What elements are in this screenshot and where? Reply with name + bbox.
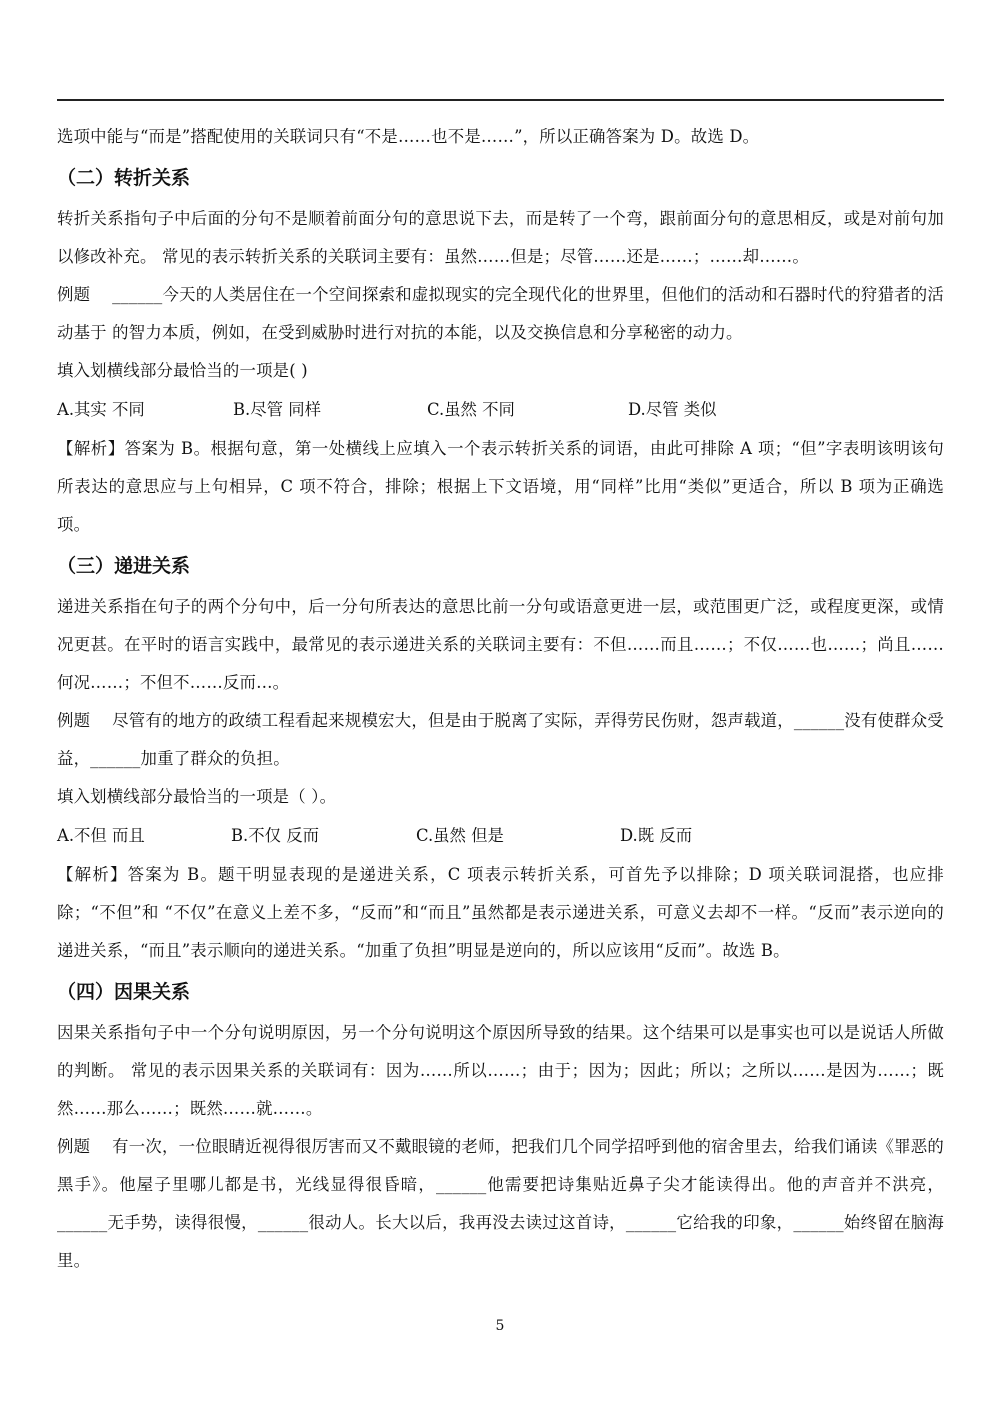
option-d: D.既 反而 [620,826,693,845]
option-d: D.尽管 类似 [628,400,717,419]
question-prompt: 填入划横线部分最恰当的一项是( ) [57,361,308,380]
section-description: 因果关系指句子中一个分句说明原因，另一个分句说明这个原因所导致的结果。这个结果可以是事实也可以是说话人所做的判断。 常见的表示因果关系的关联词有：因为……所以……；由于；因为；因此；所以；之所以……是因为……；既然……那么……；既然……就……。 [57,1023,944,1118]
example-label: 例题 [57,711,91,730]
example-paragraph [57,702,944,778]
options-row [57,390,944,430]
option-b: B.不仅 反而 [231,826,320,845]
analysis-text: 答案为 B。题干明显表现的是递进关系，C 项表示转折关系，可首先予以排除；D 项关联词混搭，也应排除；“不但”和 “不仅”在意义上差不多，“反而”和“而且”虽然都是表示递进关系，可意义去却不一样。“反而”表示逆向的递进关系，“而且”表示顺向的递进关系。“加重了负担”明显是逆向的，所以应该用“反而”。故选 B。 [57,865,944,960]
analysis-text: 答案为 B。根据句意，第一处横线上应填入一个表示转折关系的词语，由此可排除 A 项；“但”字表明该明该句所表达的意思应与上句相异，C 项不符合，排除；根据上下文语境，用“同样”比用“类似”更适合，所以 B 项为正确选项。 [57,439,944,534]
example-paragraph [57,1128,944,1280]
section-description: 转折关系指句子中后面的分句不是顺着前面分句的意思说下去，而是转了一个弯，跟前面分句的意思相反，或是对前句加以修改补充。 常见的表示转折关系的关联词主要有：虽然……但是；尽管……还是……；……却……。 [57,209,944,266]
intro-paragraph: 选项中能与“而是”搭配使用的关联词只有“不是……也不是……”，所以正确答案为 D。故选 D。 [57,127,760,146]
analysis-paragraph [57,856,944,970]
example-label: 例题 [57,1137,91,1156]
option-a: A.其实 不同 [57,400,145,419]
option-b: B.尽管 同样 [233,400,322,419]
section-description: 递进关系指在句子的两个分句中，后一分句所表达的意思比前一分句或语意更进一层，或范围更广泛，或程度更深，或情况更甚。在平时的语言实践中，最常见的表示递进关系的关联词主要有：不但……而且……；不仅……也……；尚且……何况……；不但不……反而…。 [57,597,944,692]
option-c: C.虽然 但是 [416,826,504,845]
example-text: 有一次，一位眼睛近视得很厉害而又不戴眼镜的老师，把我们几个同学招呼到他的宿舍里去，给我们诵读《罪恶的黑手》。他屋子里哪儿都是书，光线显得很昏暗，______他需要把诗集贴近鼻子尖才能读得出。他的声音并不洪亮，______无手势，读得很慢，______很动人。长大以后，我再没去读过这首诗，______它给我的印象，______始终留在脑海里。 [57,1137,945,1270]
example-label: 例题 [57,285,91,304]
option-a: A.不但 而且 [57,826,145,845]
header-rule [57,99,944,101]
analysis-paragraph [57,430,944,544]
example-text: ______今天的人类居住在一个空间探索和虚拟现实的完全现代化的世界里，但他们的活动和石器时代的狩猎者的活动基于 的智力本质，例如，在受到威胁时进行对抗的本能，以及交换信息和分享秘密的动力。 [57,285,944,342]
page-number: 5 [495,1318,505,1334]
analysis-label: 【解析】 [57,439,125,458]
page-content [57,118,944,1280]
example-paragraph [57,276,944,352]
question-prompt: 填入划横线部分最恰当的一项是（ ）。 [57,787,337,806]
section-heading-progression: （三）递进关系 [57,555,191,577]
section-heading-transition: （二）转折关系 [57,167,191,189]
analysis-label: 【解析】 [57,865,128,884]
options-row [57,816,944,856]
example-text: 尽管有的地方的政绩工程看起来规模宏大，但是由于脱离了实际，弄得劳民伤财，怨声载道，______没有使群众受益，______加重了群众的负担。 [57,711,944,768]
section-heading-causal: （四）因果关系 [57,981,191,1003]
option-c: C.虽然 不同 [427,400,515,419]
